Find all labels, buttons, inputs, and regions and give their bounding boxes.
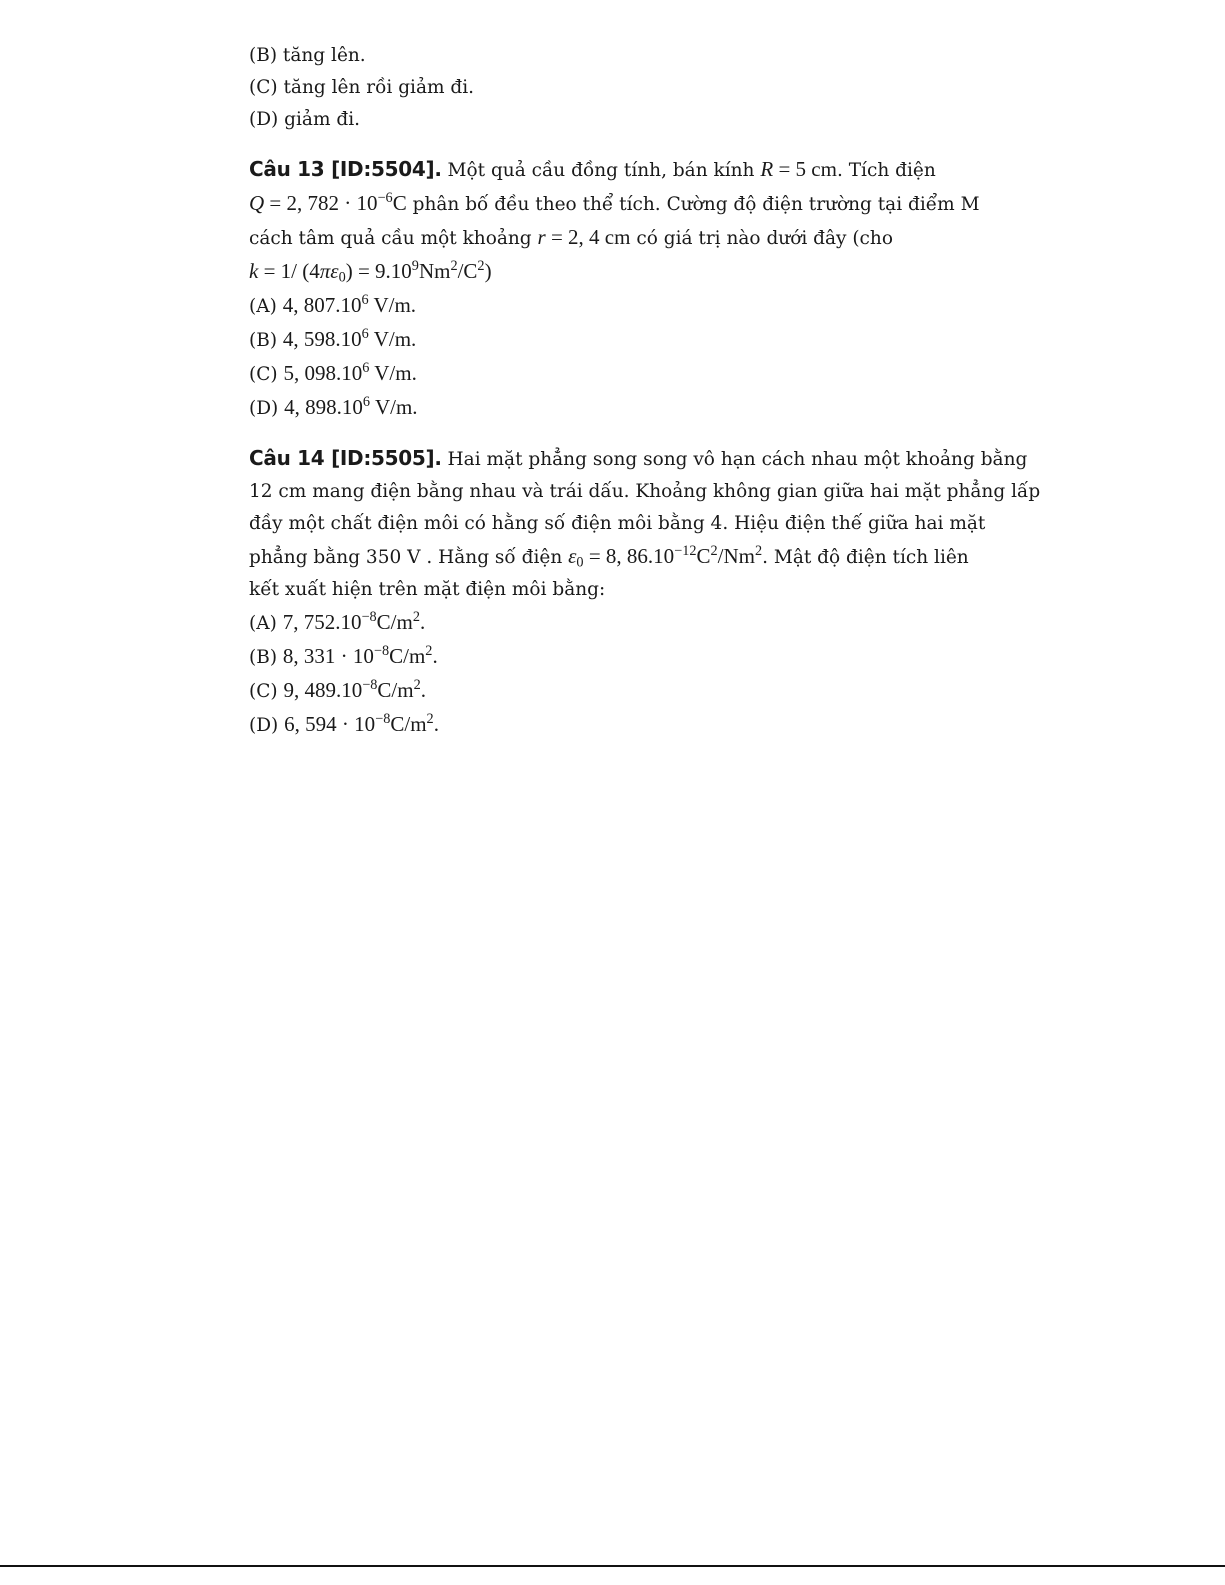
question-13-heading: Câu 13 [ID:5504].	[249, 157, 442, 181]
page-bottom-rule	[0, 1565, 1225, 1567]
q14-option-a: (A) 7, $752.10^{-8}C/m^2$.	[249, 609, 426, 634]
charge-formula: Q = 2, $782 \cdot 10^{-6}C$	[249, 190, 407, 215]
question-14-line-4: phẳng bằng 350 V . Hằng số điện $\varepsilon_0 = 8$, $86.10^{-12}C^2/Nm^2$. Mật độ điện tích liên	[249, 543, 969, 571]
q14-option-c: (C) 9, $489.10^{-8}C/m^2$.	[249, 677, 426, 702]
q13-option-c: (C) 5, 098.10$^6$ V/m.	[249, 360, 417, 385]
question-13-line-1: Câu 13 [ID:5504]. Một quả cầu đồng tính, bán kính R = 5 cm. Tích điện	[249, 157, 936, 181]
question-13-line-4	[249, 255, 979, 289]
question-14-line-3: đầy một chất điện môi có hằng số điện môi bằng 4. Hiệu điện thế giữa hai mặt	[249, 513, 986, 534]
q13-option-a: (A) 4, 807.10$^6$ V/m.	[249, 292, 417, 317]
question-13-line-2: Q = 2, $782 \cdot 10^{-6}C$ phân bố đều theo thể tích. Cường độ điện trường tại điểm M	[249, 190, 980, 215]
question-14-line-1: Câu 14 [ID:5505]. Hai mặt phẳng song song vô hạn cách nhau một khoảng bằng	[249, 446, 1028, 470]
question-14-line-2: 12 cm mang điện bằng nhau và trái dấu. Khoảng không gian giữa hai mặt phẳng lấp	[249, 481, 1041, 502]
coulomb-constant-formula: k = 1/ $(4\pi\varepsilon_0) = 9.10^9Nm^2/C^2$)	[249, 258, 492, 286]
question-13-line-3: cách tâm quả cầu một khoảng r = 2, 4 cm có giá trị nào dưới đây (cho	[249, 225, 893, 249]
document-page	[249, 40, 1041, 742]
q14-option-b: (B) 8, $331 \cdot 10^{-8}C/m^2$.	[249, 643, 438, 668]
distance-formula: r = 2, 4 cm	[537, 225, 631, 249]
option-c: (C) tăng lên rồi giảm đi.	[249, 77, 475, 98]
permittivity-formula: $\varepsilon_0 = 8$, $86.10^{-12}C^2/Nm^2$	[568, 543, 763, 571]
prev-question-options	[249, 40, 979, 136]
radius-formula: R = 5 cm	[760, 157, 837, 181]
q13-option-b: (B) 4, 598.10$^6$ V/m.	[249, 326, 417, 351]
q13-option-d: (D) 4, 898.10$^6$ V/m.	[249, 394, 418, 419]
q14-option-d: (D) 6, $594 \cdot 10^{-8}C/m^2$.	[249, 711, 439, 736]
option-b: (B) tăng lên.	[249, 45, 366, 66]
question-14-heading: Câu 14 [ID:5505].	[249, 446, 442, 470]
question-14-line-5: kết xuất hiện trên mặt điện môi bằng:	[249, 579, 606, 600]
question-14	[249, 442, 1041, 742]
question-13	[249, 153, 979, 425]
option-d: (D) giảm đi.	[249, 109, 361, 130]
